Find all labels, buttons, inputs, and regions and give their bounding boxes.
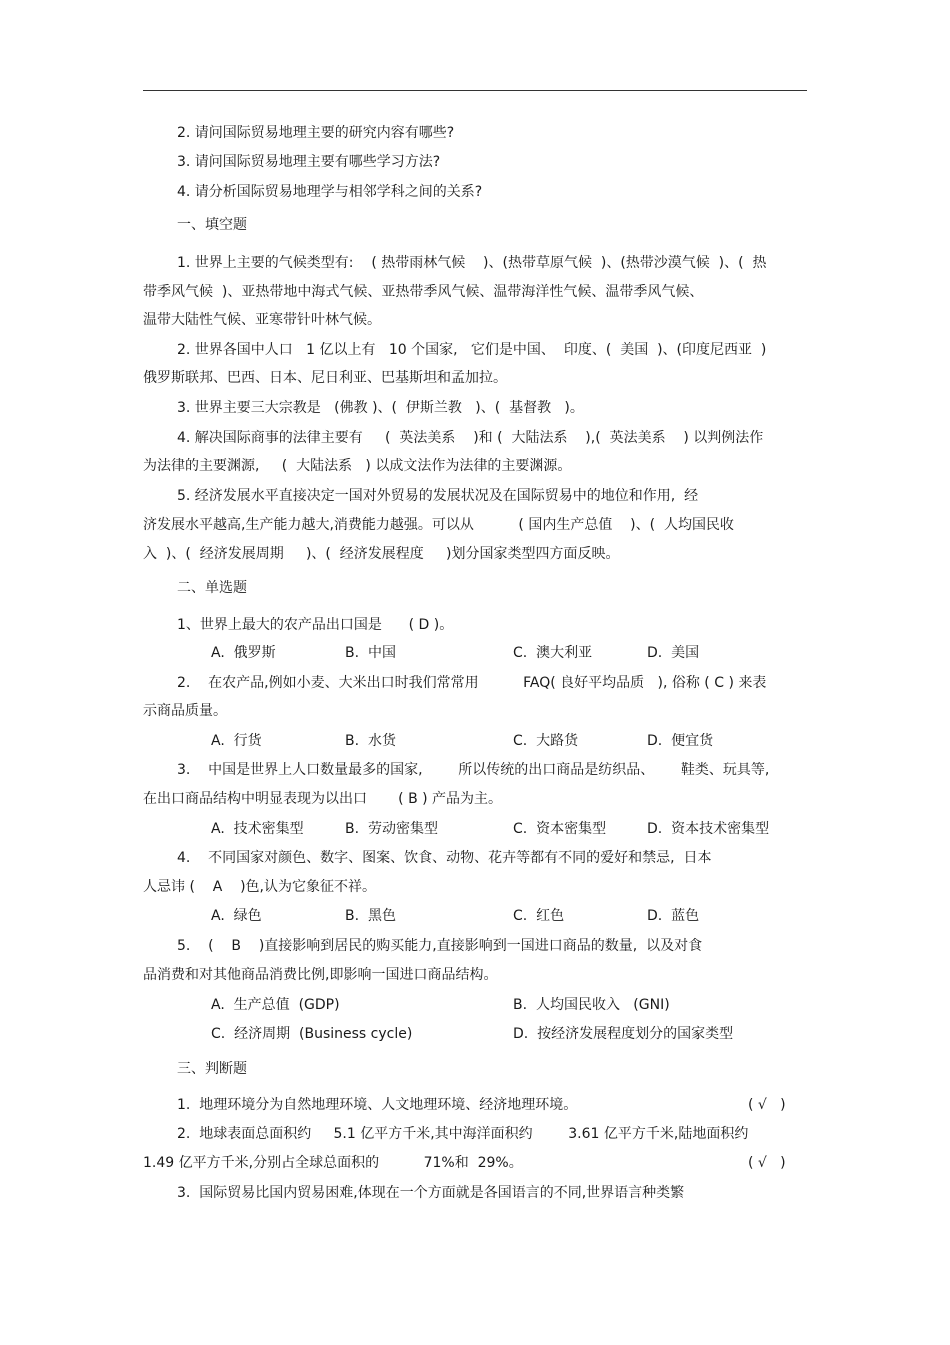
option-a: A. 行货: [211, 733, 262, 749]
question-line: 济发展水平越高,生产能力越大,消费能力越强。可以从 ( 国内生产总值 )、( 人均国民收: [143, 517, 734, 533]
option-b: B. 水货: [345, 733, 396, 749]
section-heading-single-choice: 二、单选题: [177, 580, 247, 596]
question-line: 带季风气候 )、亚热带地中海式气候、亚热带季风气候、温带海洋性气候、温带季风气候、: [143, 284, 704, 300]
header-rule: [143, 90, 807, 91]
review-question: 3. 请问国际贸易地理主要有哪些学习方法?: [177, 154, 441, 170]
question-line: 为法律的主要渊源, ( 大陆法系 ) 以成文法作为法律的主要渊源。: [143, 458, 572, 474]
option-c: C. 经济周期 (Business cycle): [211, 1026, 413, 1042]
option-b: B. 中国: [345, 645, 396, 661]
question-line: 3. 国际贸易比国内贸易困难,体现在一个方面就是各国语言的不同,世界语言种类繁: [177, 1185, 685, 1201]
option-d: D. 便宜货: [647, 733, 714, 749]
option-b: B. 人均国民收入 (GNI): [513, 997, 670, 1013]
option-a: A. 技术密集型: [211, 821, 304, 837]
question-line: 1、世界上最大的农产品出口国是 ( D )。: [177, 617, 454, 633]
question-line: 在出口商品结构中明显表现为以出口 ( B ) 产品为主。: [143, 791, 503, 807]
question-line: 品消费和对其他商品消费比例,即影响一国进口商品结构。: [143, 967, 498, 983]
question-line: 温带大陆性气候、亚寒带针叶林气候。: [143, 312, 381, 328]
option-d: D. 资本技术密集型: [647, 821, 770, 837]
answer-mark: ( √ ): [748, 1155, 786, 1171]
option-c: C. 大路货: [513, 733, 579, 749]
question-line: 俄罗斯联邦、巴西、日本、尼日利亚、巴基斯坦和孟加拉。: [143, 370, 507, 386]
option-a: A. 绿色: [211, 908, 262, 924]
question-line: 入 )、( 经济发展周期 )、( 经济发展程度 )划分国家类型四方面反映。: [143, 546, 620, 562]
review-question: 4. 请分析国际贸易地理学与相邻学科之间的关系?: [177, 184, 483, 200]
option-d: D. 蓝色: [647, 908, 700, 924]
answer-mark: ( √ ): [748, 1097, 786, 1113]
section-heading-true-false: 三、判断题: [177, 1061, 247, 1077]
question-line: 2. 在农产品,例如小麦、大米出口时我们常常用 FAQ( 良好平均品质 ), 俗称 ( C ) 来表: [177, 675, 767, 691]
review-question: 2. 请问国际贸易地理主要的研究内容有哪些?: [177, 125, 455, 141]
option-c: C. 红色: [513, 908, 565, 924]
option-d: D. 美国: [647, 645, 700, 661]
question-line: 4. 不同国家对颜色、数字、图案、饮食、动物、花卉等都有不同的爱好和禁忌, 日本: [177, 850, 712, 866]
question-line: 示商品质量。: [143, 703, 227, 719]
option-a: A. 生产总值 (GDP): [211, 997, 340, 1013]
option-c: C. 澳大利亚: [513, 645, 593, 661]
question-line: 4. 解决国际商事的法律主要有 ( 英法美系 )和 ( 大陆法系 ),( 英法美系 ) 以判例法作: [177, 430, 764, 446]
option-b: B. 劳动密集型: [345, 821, 438, 837]
question-line: 2. 世界各国中人口 1 亿以上有 10 个国家, 它们是中国、 印度、( 美国 )、(印度尼西亚 ): [177, 342, 767, 358]
question-line: 3. 中国是世界上人口数量最多的国家, 所以传统的出口商品是纺织品、 鞋类、玩具等,: [177, 762, 770, 778]
section-heading-fill-blank: 一、填空题: [177, 217, 247, 233]
question-line: 5. 经济发展水平直接决定一国对外贸易的发展状况及在国际贸易中的地位和作用, 经: [177, 488, 699, 504]
question-line: 1. 世界上主要的气候类型有: ( 热带雨林气候 )、(热带草原气候 )、(热带沙漠气候 )、( 热: [177, 255, 767, 271]
question-line: 人忌讳 ( A )色,认为它象征不祥。: [143, 879, 377, 895]
question-line: 1. 地理环境分为自然地理环境、人文地理环境、经济地理环境。: [177, 1097, 578, 1113]
question-line: 1.49 亿平方千米,分别占全球总面积的 71%和 29%。: [143, 1155, 523, 1171]
question-line: 3. 世界主要三大宗教是 (佛教 )、( 伊斯兰教 )、( 基督教 )。: [177, 400, 584, 416]
question-line: 2. 地球表面总面积约 5.1 亿平方千米,其中海洋面积约 3.61 亿平方千米,陆地面积约: [177, 1126, 749, 1142]
option-a: A. 俄罗斯: [211, 645, 276, 661]
question-line: 5. ( B )直接影响到居民的购买能力,直接影响到一国进口商品的数量, 以及对食: [177, 938, 703, 954]
option-b: B. 黑色: [345, 908, 396, 924]
option-c: C. 资本密集型: [513, 821, 607, 837]
option-d: D. 按经济发展程度划分的国家类型: [513, 1026, 734, 1042]
